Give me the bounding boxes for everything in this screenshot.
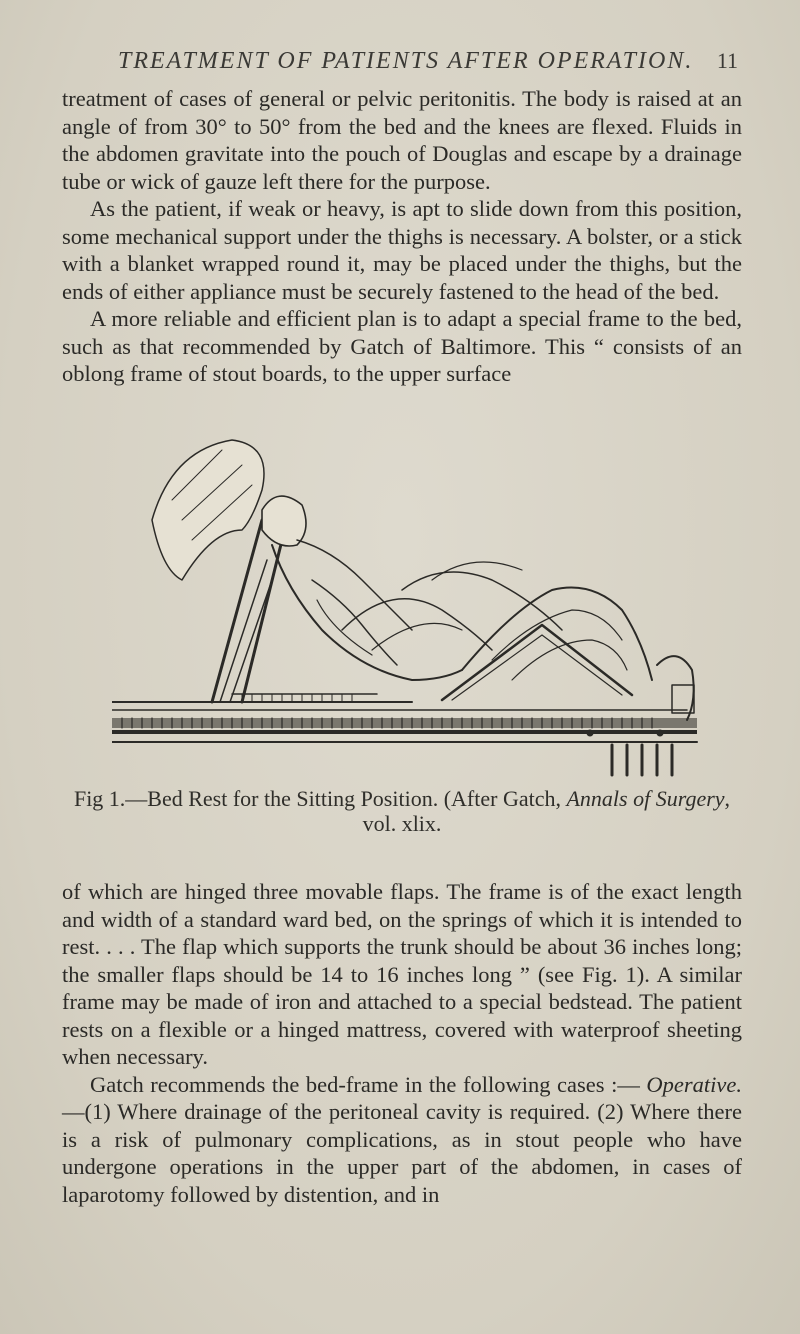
caption-text: Fig 1.—Bed Rest for the Sitting Position. (After Gatch, [73, 786, 567, 811]
body-text-top [62, 85, 742, 388]
bed-frame-base [112, 718, 697, 728]
paragraph-italic-term: Operative. [646, 1071, 742, 1097]
patient-head [262, 496, 306, 546]
body-text-bottom [62, 878, 742, 1208]
paragraph: of which are hinged three movable flaps. The frame is of the exact length and width of a standard ward bed, on the springs of which it is intended to rest. . . . The flap which supports the trunk should be about 36 inches long; the smaller flaps should be 14 to 16 inches long ” (see Fig. 1). A similar frame may be made of iron and attached to a special bedstead. The patient rests on a flexible or a hinged mattress, covered with waterproof sheeting when necessary. [62, 879, 742, 1069]
patient-knees [462, 588, 652, 681]
bed-legs [612, 745, 672, 775]
paragraph: A more reliable and efficient plan is to adapt a special frame to the bed, such as that recommended by Gatch of Baltimore. This “ consists of an oblong frame of stout boards, to the upper surface [62, 306, 742, 386]
paragraph: treatment of cases of general or pelvic peritonitis. The body is raised at an angle of from 30° to 50° from the bed and the knees are flexed. Fluids in the abdomen gravitate into the pouch of Douglas and escape by a drainage tube or wick of gauze left there for the purpose. [62, 86, 742, 194]
figure-caption [62, 786, 742, 836]
knee-support-flap [442, 625, 632, 700]
caption-volume: , vol. xlix. [362, 786, 731, 836]
pillow [152, 440, 264, 580]
running-header [118, 48, 738, 75]
chapter-title: TREATMENT OF PATIENTS AFTER OPERATION. [118, 48, 694, 74]
paragraph-rest: —(1) Where drainage of the peritoneal cavity is required. (2) Where there is a risk of pulmonary complications, as in stout people who have undergone operations in the upper part of the abdomen, in cases of laparotomy followed by distention, and in [62, 1099, 742, 1207]
patient-torso [272, 545, 462, 680]
paragraph [62, 1071, 742, 1209]
paragraph-start: Gatch recommends the bed-frame in the following cases :— [90, 1071, 647, 1097]
caption-journal: Annals of Surgery [566, 786, 725, 811]
blanket [402, 572, 562, 630]
paragraph: As the patient, if weak or heavy, is apt to slide down from this position, some mechanical support under the thighs is necessary. A bolster, or a stick with a blanket wrapped round it, may be placed under the thighs, but the ends of either appliance must be securely fastened to the head of the bed. [62, 196, 742, 304]
bed-rest-illustration [112, 430, 732, 778]
page-number: 11 [716, 48, 738, 73]
